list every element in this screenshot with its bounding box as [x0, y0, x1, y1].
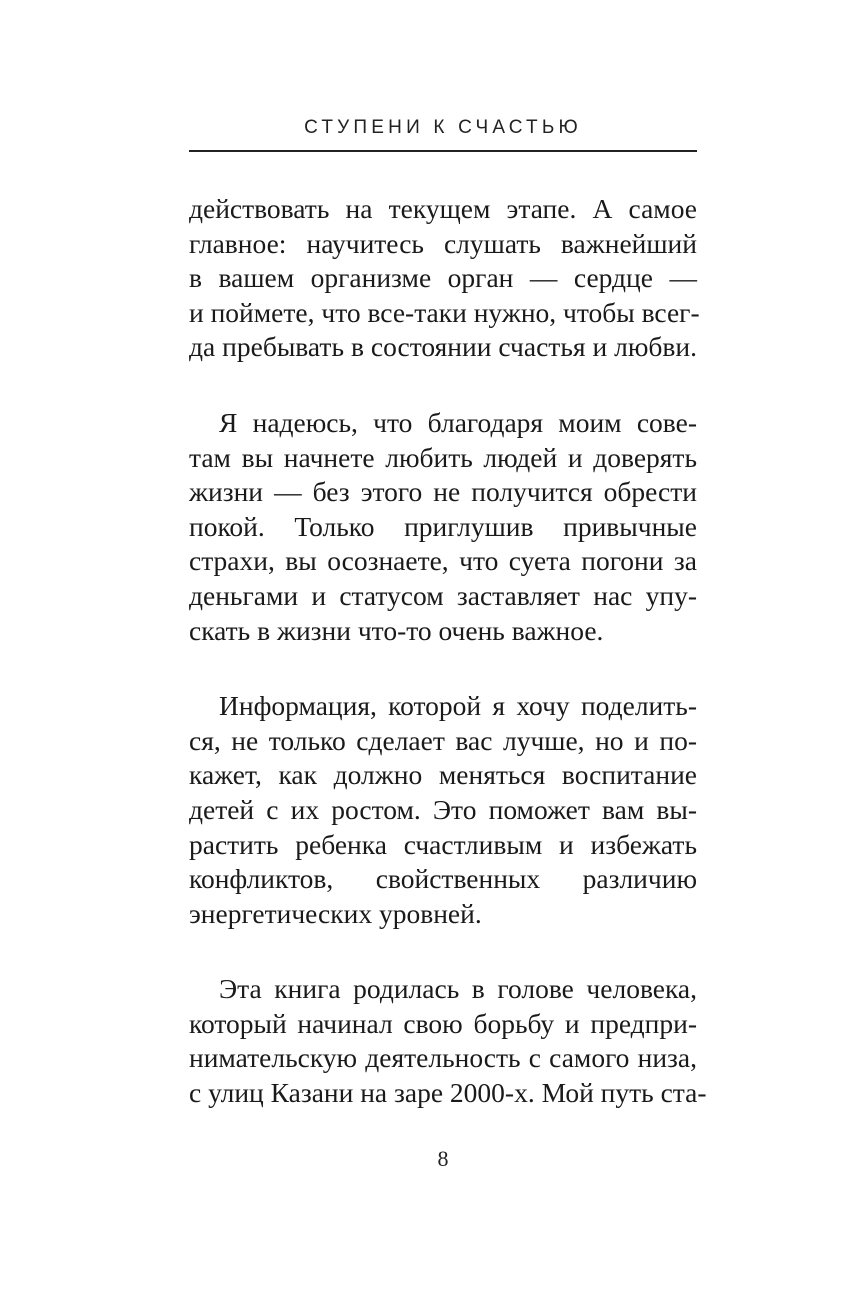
header-rule	[189, 150, 697, 152]
text-line: Эта книга родилась в голове человека,	[219, 973, 697, 1005]
text-line: который начинал свою борьбу и предпри-	[189, 1007, 697, 1039]
text-line: деньгами и статусом заставляет нас упу-	[189, 579, 697, 611]
paragraph-2	[189, 406, 697, 648]
text-line: жизни — без этого не получится обрести	[189, 476, 697, 508]
text-line: и поймете, что все-таки нужно, чтобы всег-	[189, 296, 700, 328]
text-line: Я надеюсь, что благодаря моим сове-	[219, 406, 697, 438]
text-line: там вы начнете любить людей и доверять	[189, 441, 697, 473]
text-line: действовать на текущем этапе. А самое	[189, 193, 697, 224]
text-line: энергетических уровней.	[189, 897, 482, 929]
text-line: с улиц Казани на заре 2000-х. Мой путь ста-	[189, 1077, 707, 1109]
paragraph-4	[189, 972, 707, 1110]
text-line: в вашем организме орган — сердце —	[189, 262, 697, 294]
paragraph-1	[189, 192, 700, 365]
text-line: главное: научитесь слушать важнейший	[189, 227, 697, 259]
text-line: нимательскую деятельность с самого низа,	[189, 1042, 697, 1074]
body-text	[189, 192, 707, 1111]
text-line: Информация, которой я хочу поделить-	[219, 690, 697, 722]
text-line: растить ребенка счастливым и избежать	[189, 828, 697, 860]
text-line: скать в жизни что-то очень важное.	[189, 614, 604, 646]
text-line: страхи, вы осознаете, что суета погони за	[189, 545, 697, 577]
text-line: ся, не только сделает вас лучше, но и по-	[189, 724, 697, 756]
text-line: детей с их ростом. Это поможет вам вы-	[189, 793, 697, 825]
text-line: конфликтов, свойственных различию	[189, 863, 697, 895]
page-number: 8	[437, 1146, 449, 1171]
paragraph-3	[189, 689, 697, 931]
text-line: покой. Только приглушив привычные	[189, 510, 697, 542]
text-line: кажет, как должно меняться воспитание	[189, 759, 697, 791]
text-line: да пребывать в состоянии счастья и любви.	[189, 331, 697, 363]
running-head: СТУПЕНИ К СЧАСТЬЮ	[304, 117, 582, 138]
